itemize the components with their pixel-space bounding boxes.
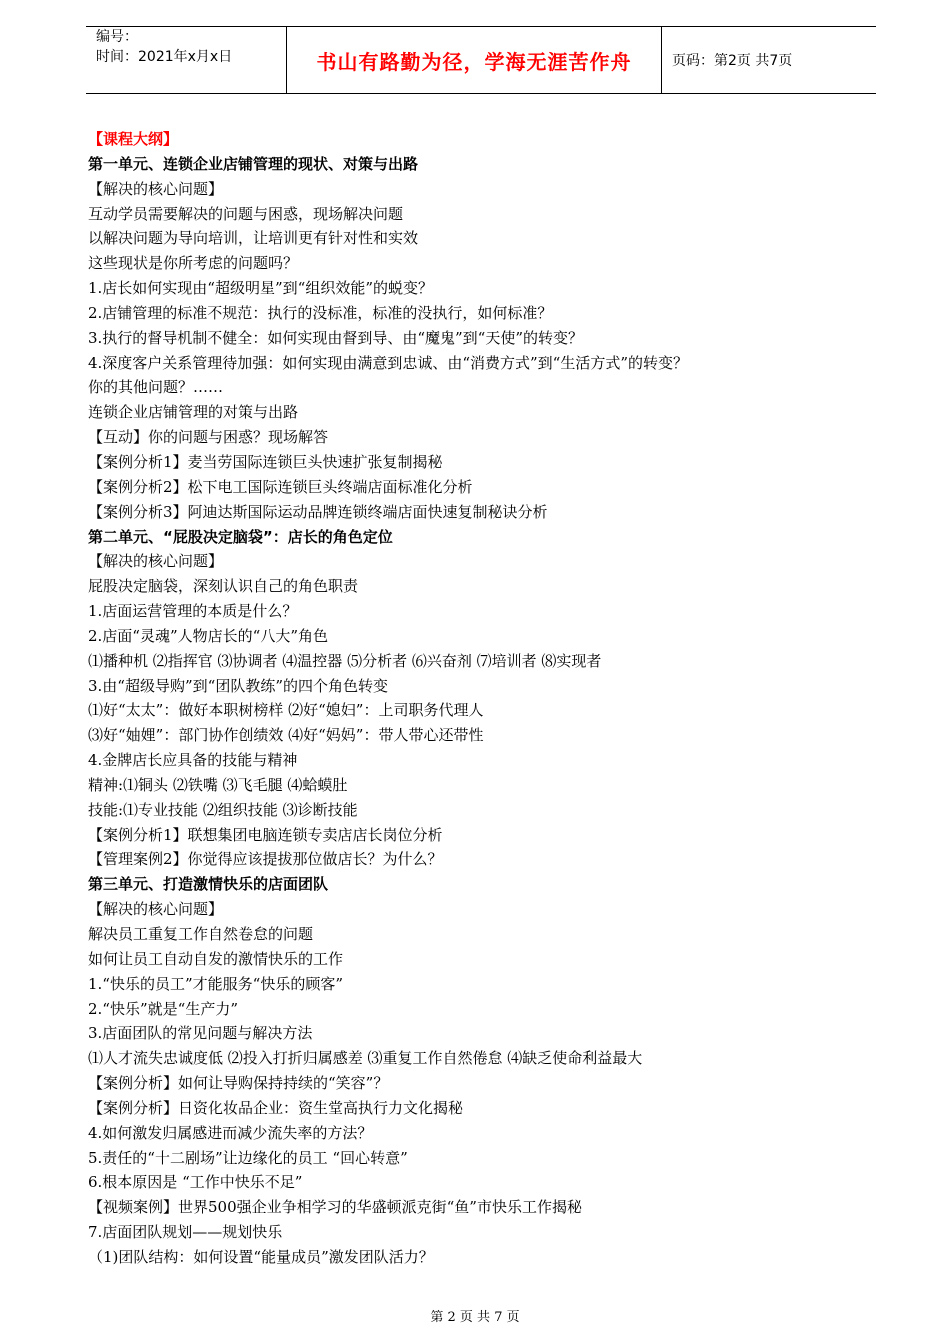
unit-1-heading: 第一单元、连锁企业店铺管理的现状、对策与出路 (88, 154, 419, 173)
document-body (88, 127, 878, 1270)
text-line: 3.由“超级导购”到“团队教练”的四个角色转变 (88, 676, 388, 695)
text-line: ⑴播种机 ⑵指挥官 ⑶协调者 ⑷温控器 ⑸分析者 ⑹兴奋剂 ⑺培训者 ⑻实现者 (88, 651, 602, 670)
text-line: 3.执行的督导机制不健全：如何实现由督到导、由“魔鬼”到“天使”的转变？ (88, 328, 583, 347)
text-line: 技能:⑴专业技能 ⑵组织技能 ⑶诊断技能 (88, 800, 358, 819)
text-line: 屁股决定脑袋，深刻认识自己的角色职责 (88, 577, 359, 596)
text-line: 4.如何激发归属感进而减少流失率的方法？ (88, 1123, 373, 1142)
text-line: ⑴好“太太”：做好本职树榜样 ⑵好“媳妇”：上司职务代理人 (88, 701, 484, 720)
text-line: 解决员工重复工作自然卷怠的问题 (88, 925, 314, 943)
text-line: 你的其他问题？…… (88, 378, 224, 397)
text-line: 【案例分析1】联想集团电脑连锁专卖店店长岗位分析 (88, 825, 443, 844)
unit-2-heading: 第二单元、“屁股决定脑袋”：店长的角色定位 (88, 527, 393, 546)
text-line: 2.“快乐”就是“生产力” (88, 999, 238, 1018)
text-line: 互动学员需要解决的问题与困惑，现场解决问题 (88, 204, 404, 223)
text-line: 【解决的核心问题】 (88, 179, 224, 198)
text-line: 【视频案例】世界500强企业争相学习的华盛顿派克街“鱼”市快乐工作揭秘 (88, 1198, 582, 1217)
text-line: 【解决的核心问题】 (88, 900, 224, 919)
text-line: 2.店面“灵魂”人物店长的“八大”角色 (88, 626, 328, 645)
document-number: 编号： (96, 29, 138, 45)
text-line: 【解决的核心问题】 (88, 552, 224, 571)
text-line: 2.店铺管理的标准不规范：执行的没标准，标准的没执行，如何标准？ (88, 303, 553, 322)
text-line: 7.店面团队规划——规划快乐 (88, 1223, 283, 1242)
text-line: 【案例分析2】松下电工国际连锁巨头终端店面标准化分析 (88, 477, 473, 496)
text-line: 这些现状是你所考虑的问题吗？ (88, 254, 299, 273)
text-line: 【管理案例2】你觉得应该提拔那位做店长？为什么？ (88, 850, 443, 869)
text-line: ⑴人才流失忠诚度低 ⑵投入打折归属感差 ⑶重复工作自然倦怠 ⑷缺乏使命利益最大 (88, 1049, 643, 1068)
text-line: 精神:⑴铜头 ⑵铁嘴 ⑶飞毛腿 ⑷蛤蟆肚 (88, 775, 348, 794)
header-meta (86, 27, 286, 93)
unit-3-heading: 第三单元、打造激情快乐的店面团队 (88, 875, 329, 894)
text-line: （1)团队结构：如何设置“能量成员”激发团队活力？ (88, 1247, 434, 1266)
text-line: 4.深度客户关系管理待加强：如何实现由满意到忠诚、由“消费方式”到“生活方式”的转变？ (88, 353, 688, 372)
text-line: 以解决问题为导向培训，让培训更有针对性和实效 (88, 229, 419, 248)
course-outline-heading: 【课程大纲】 (88, 130, 179, 148)
text-line: ⑶好“妯娌”：部门协作创绩效 ⑷好“妈妈”：带人带心还带性 (88, 726, 484, 745)
text-line: 1.“快乐的员工”才能服务“快乐的顾客” (88, 974, 343, 993)
page-header (86, 26, 876, 94)
text-line: 1.店长如何实现由“超级明星”到“组织效能”的蜕变？ (88, 279, 433, 298)
text-line: 4.金牌店长应具备的技能与精神 (88, 751, 298, 770)
text-line: 如何让员工自动自发的激情快乐的工作 (88, 949, 344, 968)
page-footer: 第 2 页 共 7 页 (430, 1310, 520, 1325)
text-line: 5.责任的“十二剧场”让边缘化的员工 “回心转意” (88, 1148, 408, 1167)
text-line: 【案例分析1】麦当劳国际连锁巨头快速扩张复制揭秘 (88, 452, 443, 471)
text-line: 【案例分析】日资化妆品企业：资生堂高执行力文化揭秘 (88, 1098, 464, 1117)
text-line: 【案例分析3】阿迪达斯国际运动品牌连锁终端店面快速复制秘诀分析 (88, 502, 548, 521)
document-time: 时间：2021年x月x日 (96, 49, 233, 65)
header-motto: 书山有路勤为径，学海无涯苦作舟 (286, 27, 662, 93)
text-line: 6.根本原因是 “工作中快乐不足” (88, 1173, 303, 1192)
text-line: 连锁企业店铺管理的对策与出路 (88, 403, 299, 422)
text-line: 【案例分析】如何让导购保持持续的“笑容”？ (88, 1074, 389, 1093)
text-line: 1.店面运营管理的本质是什么？ (88, 602, 298, 621)
text-line: 3.店面团队的常见问题与解决方法 (88, 1024, 313, 1043)
text-line: 【互动】你的问题与困惑？现场解答 (88, 428, 329, 447)
header-page-info: 页码：第2页 共7页 (672, 53, 793, 69)
